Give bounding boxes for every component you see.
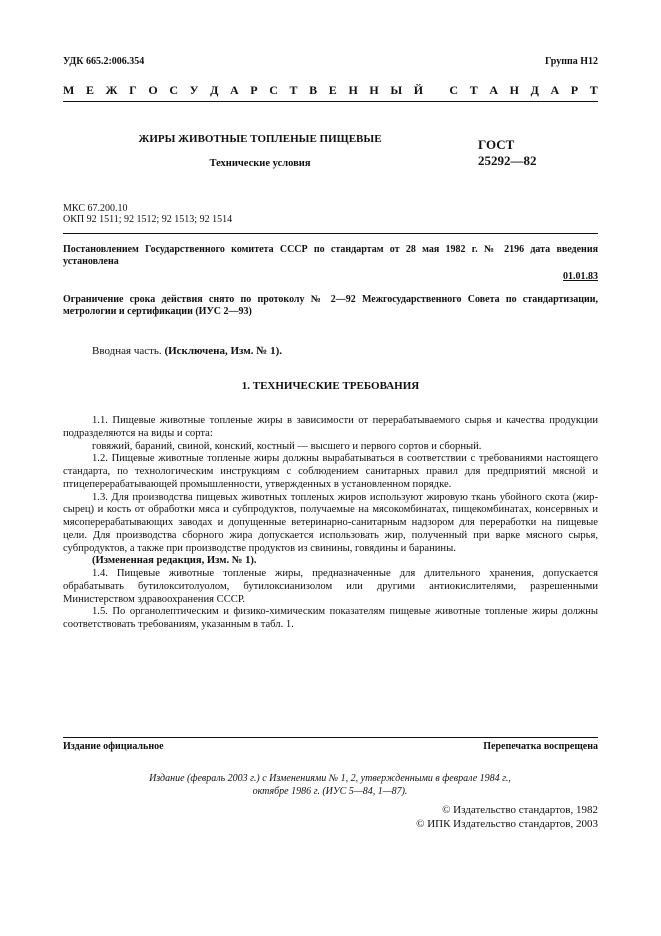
paragraph-1-2: 1.2. Пищевые животные топленые жиры должны вырабатываться в соответствии с требованиями настоящего стандарта, по технологическим инструкциям с соблюдением санитарных правил для предприятий мясной и птицеперерабатывающей промышленности, утвержденных в установленном порядке. (63, 453, 598, 490)
heading-letter: Е (328, 83, 337, 97)
edition-line-2: октябре 1986 г. (ИУС 5—84, 1—87). (252, 786, 408, 797)
heading-letter: А (489, 83, 498, 97)
reprint-prohibited-label: Перепечатка воспрещена (483, 741, 598, 752)
header-divider (63, 101, 598, 102)
gost-number: 25292—82 (478, 153, 537, 168)
heading-letter: Н (348, 83, 358, 97)
heading-letter: Ы (390, 83, 403, 97)
heading-letter: Н (509, 83, 519, 97)
heading-letter: Р (250, 83, 258, 97)
amendment-note: (Измененная редакция, Изм. № 1). (92, 555, 257, 567)
intro-note (92, 345, 282, 357)
heading-letter: У (189, 83, 199, 97)
paragraph-1-3: 1.3. Для производства пищевых животных топленых жиров используют жировую ткань убойного скота (жир-сырец) и кость от обработки мяса и субпродуктов, получаемые на мясокомбинатах, пищекомбинатах, консервных и мясоперерабатывающих заводах и допущенные ветеринарно-санитарным надзором для переработки на пищевые цели. Для производства сборного жира допускается использовать жир, полученный при варке мясного сырья, субпродуктов, а также при производстве продуктов из свинины, говядины и баранины. (63, 491, 598, 554)
heading-letter: Р (570, 83, 579, 97)
heading-letter: В (309, 83, 318, 97)
heading-letter: М (63, 83, 75, 97)
heading-letter: Т (589, 83, 598, 97)
heading-letter: С (449, 83, 459, 97)
classification-codes (63, 203, 232, 225)
heading-letter: Г (129, 83, 137, 97)
okp-code: ОКП 92 1511; 92 1512; 92 1513; 92 1514 (63, 214, 233, 225)
document-subtitle: Технические условия (209, 158, 311, 169)
header-row (63, 56, 598, 70)
paragraph-1-4: 1.4. Пищевые животные топленые жиры, предназначенные для длительного хранения, допускается обрабатывать бутилокситолуолом, бутилоксианизолом или другими антиокислителями, разрешенными Министерством здравоохранения СССР. (63, 568, 598, 605)
copyright-2003: © ИПК Издательство стандартов, 2003 (416, 818, 598, 830)
heading-letter: Д (210, 83, 219, 97)
paragraph-kinds: говяжий, бараний, свиной, конский, костный — высшего и первого сортов и сборный. (92, 440, 482, 452)
paragraph-1-5: 1.5. По органолептическим и физико-химическим показателям пищевые животные топленые жиры должны соответствовать требованиям, указанным в табл. 1. (63, 606, 598, 630)
footer-row (63, 741, 598, 755)
edition-note (110, 772, 550, 798)
heading-letter: Т (289, 83, 298, 97)
heading-letter: С (269, 83, 278, 97)
heading-letter: Ж (105, 83, 118, 97)
edition-line-1: Издание (февраль 2003 г.) с Изменениями № 1, 2, утвержденными в феврале 1984 г., (149, 773, 511, 784)
gost-label: ГОСТ (478, 137, 515, 152)
official-edition-label: Издание официальное (63, 741, 164, 752)
paragraph-1-1: 1.1. Пищевые животные топленые жиры в зависимости от перерабатываемого сырья и качества продукции подразделяются на виды и сорта: (63, 415, 598, 439)
gost-designation (478, 137, 537, 169)
mks-code: МКС 67.200.10 (63, 203, 128, 214)
group-code: Группа Н12 (545, 56, 598, 67)
decree-text: Постановлением Государственного комитета СССР по стандартам от 28 мая 1982 г. № 2196 дата введения установлена (63, 244, 598, 267)
udc-code: УДК 665.2:006.354 (63, 56, 145, 67)
heading-letter: Н (369, 83, 379, 97)
heading-letter: О (148, 83, 158, 97)
heading-letter (435, 83, 438, 99)
intro-status: (Исключена, Изм. № 1). (164, 345, 282, 357)
effective-date: 01.01.83 (563, 271, 598, 282)
section-title: 1. ТЕХНИЧЕСКИЕ ТРЕБОВАНИЯ (241, 380, 420, 392)
document-title: ЖИРЫ ЖИВОТНЫЕ ТОПЛЕНЫЕ ПИЩЕВЫЕ (138, 133, 382, 145)
heading-letter: Е (85, 83, 94, 97)
heading-letter: Д (530, 83, 539, 97)
restriction-note: Ограничение срока действия снято по протоколу № 2—92 Межгосударственного Совета по стандартизации, метрологии и сертификации (ИУС 2—93) (63, 294, 598, 317)
copyright-block (416, 803, 598, 831)
intro-label: Вводная часть. (92, 345, 162, 357)
heading-letter: А (229, 83, 239, 97)
heading-letter: Т (469, 83, 478, 97)
copyright-1982: © Издательство стандартов, 1982 (442, 804, 598, 816)
codes-divider (63, 233, 598, 234)
section-body (63, 415, 598, 632)
heading-letter: Й (413, 83, 424, 97)
heading-letter: С (169, 83, 178, 97)
interstate-standard-heading (63, 83, 598, 99)
footer-divider (63, 737, 598, 738)
heading-letter: А (550, 83, 560, 97)
